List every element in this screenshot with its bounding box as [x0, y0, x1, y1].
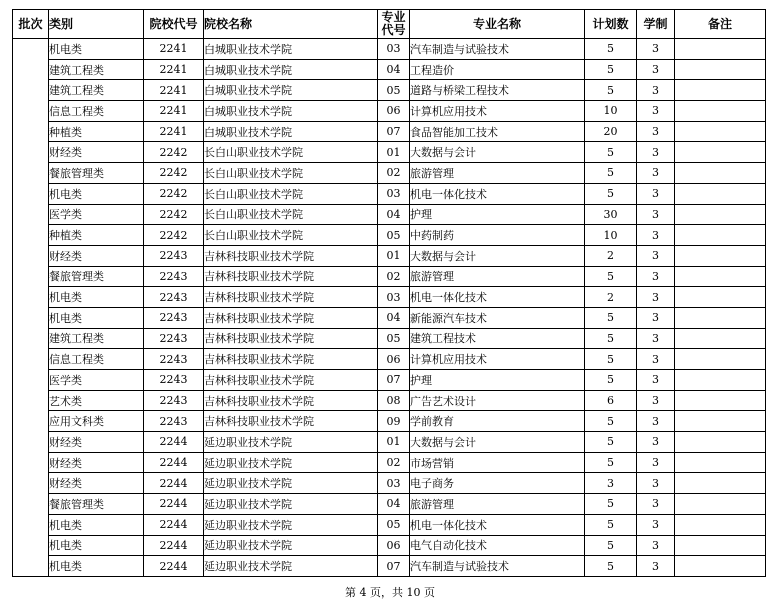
header-major-code	[378, 10, 410, 39]
header-row	[13, 10, 766, 39]
cell-school-name: 延边职业技术学院	[204, 473, 378, 494]
cell-school-name: 吉林科技职业技术学院	[204, 349, 378, 370]
cell-major-name: 旅游管理	[410, 163, 585, 184]
cell-plan: 3	[585, 473, 637, 494]
cell-note	[675, 370, 766, 391]
cell-school-code: 2244	[144, 494, 204, 515]
cell-plan: 5	[585, 514, 637, 535]
cell-school-name: 吉林科技职业技术学院	[204, 390, 378, 411]
cell-category: 财经类	[49, 432, 144, 453]
cell-years: 3	[637, 101, 675, 122]
cell-school-code: 2243	[144, 287, 204, 308]
cell-major-code: 02	[378, 452, 410, 473]
table-row	[13, 514, 766, 535]
cell-note	[675, 183, 766, 204]
cell-plan: 5	[585, 59, 637, 80]
cell-major-code: 03	[378, 39, 410, 60]
cell-major-name: 护理	[410, 204, 585, 225]
cell-school-name: 吉林科技职业技术学院	[204, 245, 378, 266]
cell-major-name: 食品智能加工技术	[410, 121, 585, 142]
cell-category: 建筑工程类	[49, 328, 144, 349]
table-row	[13, 163, 766, 184]
cell-category: 机电类	[49, 39, 144, 60]
cell-category: 信息工程类	[49, 101, 144, 122]
cell-school-code: 2244	[144, 535, 204, 556]
cell-major-code: 04	[378, 59, 410, 80]
cell-major-code: 06	[378, 101, 410, 122]
table-row	[13, 452, 766, 473]
cell-category: 艺术类	[49, 390, 144, 411]
cell-category: 机电类	[49, 307, 144, 328]
table-row	[13, 266, 766, 287]
cell-plan: 5	[585, 411, 637, 432]
cell-school-code: 2241	[144, 59, 204, 80]
cell-category: 建筑工程类	[49, 80, 144, 101]
cell-major-name: 道路与桥梁工程技术	[410, 80, 585, 101]
table-row	[13, 556, 766, 577]
cell-note	[675, 411, 766, 432]
cell-school-name: 长白山职业技术学院	[204, 225, 378, 246]
cell-note	[675, 432, 766, 453]
cell-note	[675, 163, 766, 184]
table-row	[13, 245, 766, 266]
cell-major-name: 机电一体化技术	[410, 514, 585, 535]
cell-major-code: 01	[378, 245, 410, 266]
cell-school-name: 延边职业技术学院	[204, 432, 378, 453]
cell-major-name: 旅游管理	[410, 494, 585, 515]
cell-category: 餐旅管理类	[49, 163, 144, 184]
cell-years: 3	[637, 142, 675, 163]
table-row	[13, 121, 766, 142]
header-major-name: 专业名称	[410, 10, 585, 39]
cell-school-name: 延边职业技术学院	[204, 494, 378, 515]
cell-note	[675, 556, 766, 577]
cell-major-name: 护理	[410, 370, 585, 391]
cell-category: 财经类	[49, 473, 144, 494]
cell-category: 财经类	[49, 142, 144, 163]
cell-school-name: 吉林科技职业技术学院	[204, 307, 378, 328]
cell-school-code: 2243	[144, 349, 204, 370]
cell-major-name: 机电一体化技术	[410, 183, 585, 204]
cell-years: 3	[637, 121, 675, 142]
cell-years: 3	[637, 473, 675, 494]
cell-school-name: 白城职业技术学院	[204, 39, 378, 60]
cell-major-code: 07	[378, 370, 410, 391]
cell-note	[675, 535, 766, 556]
cell-school-code: 2241	[144, 39, 204, 60]
table-row	[13, 39, 766, 60]
cell-category: 机电类	[49, 535, 144, 556]
cell-school-name: 长白山职业技术学院	[204, 142, 378, 163]
cell-school-code: 2241	[144, 101, 204, 122]
cell-note	[675, 514, 766, 535]
cell-school-code: 2242	[144, 163, 204, 184]
cell-category: 种植类	[49, 225, 144, 246]
table-row	[13, 370, 766, 391]
header-major-code-line2: 代号	[381, 23, 406, 37]
cell-major-name: 电气自动化技术	[410, 535, 585, 556]
cell-school-code: 2243	[144, 411, 204, 432]
cell-school-code: 2242	[144, 204, 204, 225]
cell-major-name: 学前教育	[410, 411, 585, 432]
table-row	[13, 307, 766, 328]
table-row	[13, 59, 766, 80]
cell-major-code: 05	[378, 80, 410, 101]
cell-school-name: 延边职业技术学院	[204, 514, 378, 535]
cell-years: 3	[637, 59, 675, 80]
cell-major-name: 建筑工程技术	[410, 328, 585, 349]
cell-years: 3	[637, 390, 675, 411]
cell-school-name: 延边职业技术学院	[204, 535, 378, 556]
cell-note	[675, 494, 766, 515]
header-school-name: 院校名称	[204, 10, 378, 39]
cell-category: 财经类	[49, 452, 144, 473]
cell-years: 3	[637, 245, 675, 266]
cell-major-code: 03	[378, 473, 410, 494]
cell-school-name: 长白山职业技术学院	[204, 183, 378, 204]
cell-major-name: 中药制药	[410, 225, 585, 246]
table-row	[13, 183, 766, 204]
cell-plan: 5	[585, 80, 637, 101]
header-major-code-line1: 专业	[381, 10, 406, 24]
cell-school-name: 长白山职业技术学院	[204, 204, 378, 225]
cell-category: 机电类	[49, 287, 144, 308]
cell-plan: 20	[585, 121, 637, 142]
cell-major-code: 05	[378, 225, 410, 246]
cell-plan: 5	[585, 432, 637, 453]
table-row	[13, 287, 766, 308]
admission-plan-table	[12, 9, 766, 577]
cell-school-name: 白城职业技术学院	[204, 121, 378, 142]
cell-school-name: 白城职业技术学院	[204, 80, 378, 101]
cell-plan: 5	[585, 556, 637, 577]
table-body	[13, 39, 766, 577]
cell-plan: 5	[585, 370, 637, 391]
cell-school-code: 2244	[144, 514, 204, 535]
cell-years: 3	[637, 514, 675, 535]
cell-major-code: 02	[378, 163, 410, 184]
cell-years: 3	[637, 287, 675, 308]
cell-plan: 5	[585, 494, 637, 515]
cell-note	[675, 266, 766, 287]
table-row	[13, 411, 766, 432]
cell-plan: 5	[585, 349, 637, 370]
cell-category: 餐旅管理类	[49, 494, 144, 515]
cell-category: 机电类	[49, 183, 144, 204]
header-years: 学制	[637, 10, 675, 39]
cell-school-name: 延边职业技术学院	[204, 556, 378, 577]
cell-major-code: 07	[378, 556, 410, 577]
cell-major-code: 01	[378, 142, 410, 163]
header-category: 类别	[49, 10, 144, 39]
table-row	[13, 204, 766, 225]
cell-major-name: 旅游管理	[410, 266, 585, 287]
cell-note	[675, 121, 766, 142]
cell-years: 3	[637, 204, 675, 225]
cell-note	[675, 307, 766, 328]
cell-school-code: 2244	[144, 556, 204, 577]
table-row	[13, 432, 766, 453]
cell-major-code: 08	[378, 390, 410, 411]
table-row	[13, 328, 766, 349]
cell-years: 3	[637, 452, 675, 473]
header-school-code: 院校代号	[144, 10, 204, 39]
cell-school-code: 2242	[144, 142, 204, 163]
cell-major-name: 电子商务	[410, 473, 585, 494]
table-row	[13, 390, 766, 411]
cell-major-name: 计算机应用技术	[410, 101, 585, 122]
cell-major-code: 05	[378, 328, 410, 349]
cell-major-code: 06	[378, 535, 410, 556]
cell-school-code: 2242	[144, 183, 204, 204]
header-note: 备注	[675, 10, 766, 39]
cell-category: 医学类	[49, 370, 144, 391]
cell-note	[675, 39, 766, 60]
cell-category: 机电类	[49, 556, 144, 577]
cell-note	[675, 245, 766, 266]
cell-note	[675, 80, 766, 101]
cell-major-name: 新能源汽车技术	[410, 307, 585, 328]
cell-school-name: 吉林科技职业技术学院	[204, 328, 378, 349]
cell-school-name: 白城职业技术学院	[204, 59, 378, 80]
cell-school-code: 2242	[144, 225, 204, 246]
cell-years: 3	[637, 307, 675, 328]
cell-major-code: 04	[378, 204, 410, 225]
cell-major-name: 汽车制造与试验技术	[410, 556, 585, 577]
cell-years: 3	[637, 183, 675, 204]
table-row	[13, 494, 766, 515]
table-row	[13, 349, 766, 370]
table-row	[13, 535, 766, 556]
cell-years: 3	[637, 556, 675, 577]
cell-major-name: 大数据与会计	[410, 142, 585, 163]
cell-plan: 5	[585, 163, 637, 184]
cell-category: 财经类	[49, 245, 144, 266]
cell-school-name: 吉林科技职业技术学院	[204, 411, 378, 432]
table-row	[13, 80, 766, 101]
cell-category: 机电类	[49, 514, 144, 535]
cell-batch	[13, 39, 49, 577]
cell-plan: 5	[585, 535, 637, 556]
page-footer: 第 4 页，共 10 页	[345, 586, 435, 599]
cell-plan: 6	[585, 390, 637, 411]
cell-category: 种植类	[49, 121, 144, 142]
cell-years: 3	[637, 163, 675, 184]
table-row	[13, 225, 766, 246]
cell-major-name: 汽车制造与试验技术	[410, 39, 585, 60]
cell-major-code: 04	[378, 494, 410, 515]
header-plan: 计划数	[585, 10, 637, 39]
cell-school-code: 2243	[144, 245, 204, 266]
cell-major-code: 07	[378, 121, 410, 142]
header-batch: 批次	[13, 10, 49, 39]
cell-school-code: 2243	[144, 370, 204, 391]
cell-major-code: 03	[378, 287, 410, 308]
cell-school-code: 2243	[144, 390, 204, 411]
cell-plan: 5	[585, 452, 637, 473]
table-row	[13, 142, 766, 163]
cell-major-name: 市场营销	[410, 452, 585, 473]
cell-note	[675, 204, 766, 225]
cell-school-name: 白城职业技术学院	[204, 101, 378, 122]
cell-years: 3	[637, 266, 675, 287]
cell-school-code: 2244	[144, 473, 204, 494]
cell-note	[675, 101, 766, 122]
cell-plan: 10	[585, 101, 637, 122]
cell-note	[675, 142, 766, 163]
cell-plan: 2	[585, 287, 637, 308]
cell-major-code: 02	[378, 266, 410, 287]
cell-category: 应用文科类	[49, 411, 144, 432]
cell-major-name: 计算机应用技术	[410, 349, 585, 370]
cell-plan: 30	[585, 204, 637, 225]
cell-school-name: 延边职业技术学院	[204, 452, 378, 473]
cell-plan: 5	[585, 266, 637, 287]
cell-years: 3	[637, 370, 675, 391]
cell-school-code: 2243	[144, 328, 204, 349]
cell-school-name: 长白山职业技术学院	[204, 163, 378, 184]
cell-major-code: 09	[378, 411, 410, 432]
cell-plan: 5	[585, 142, 637, 163]
cell-major-name: 大数据与会计	[410, 432, 585, 453]
cell-note	[675, 328, 766, 349]
cell-years: 3	[637, 535, 675, 556]
cell-school-name: 吉林科技职业技术学院	[204, 370, 378, 391]
cell-school-code: 2241	[144, 80, 204, 101]
cell-category: 餐旅管理类	[49, 266, 144, 287]
cell-school-code: 2241	[144, 121, 204, 142]
cell-years: 3	[637, 80, 675, 101]
cell-major-code: 04	[378, 307, 410, 328]
cell-years: 3	[637, 411, 675, 432]
cell-note	[675, 59, 766, 80]
cell-years: 3	[637, 39, 675, 60]
table-row	[13, 473, 766, 494]
cell-major-name: 机电一体化技术	[410, 287, 585, 308]
cell-note	[675, 349, 766, 370]
cell-school-code: 2243	[144, 307, 204, 328]
cell-plan: 2	[585, 245, 637, 266]
cell-category: 建筑工程类	[49, 59, 144, 80]
cell-note	[675, 390, 766, 411]
cell-plan: 5	[585, 183, 637, 204]
cell-major-code: 01	[378, 432, 410, 453]
cell-note	[675, 225, 766, 246]
cell-plan: 5	[585, 307, 637, 328]
cell-plan: 10	[585, 225, 637, 246]
cell-major-name: 工程造价	[410, 59, 585, 80]
cell-school-code: 2243	[144, 266, 204, 287]
cell-plan: 5	[585, 39, 637, 60]
cell-note	[675, 287, 766, 308]
cell-plan: 5	[585, 328, 637, 349]
cell-category: 信息工程类	[49, 349, 144, 370]
cell-major-name: 大数据与会计	[410, 245, 585, 266]
cell-years: 3	[637, 328, 675, 349]
cell-school-name: 吉林科技职业技术学院	[204, 287, 378, 308]
cell-major-name: 广告艺术设计	[410, 390, 585, 411]
cell-school-code: 2244	[144, 432, 204, 453]
cell-years: 3	[637, 349, 675, 370]
cell-note	[675, 473, 766, 494]
cell-school-name: 吉林科技职业技术学院	[204, 266, 378, 287]
cell-years: 3	[637, 225, 675, 246]
cell-school-code: 2244	[144, 452, 204, 473]
cell-note	[675, 452, 766, 473]
cell-major-code: 05	[378, 514, 410, 535]
cell-years: 3	[637, 432, 675, 453]
cell-category: 医学类	[49, 204, 144, 225]
cell-major-code: 03	[378, 183, 410, 204]
table-row	[13, 101, 766, 122]
cell-years: 3	[637, 494, 675, 515]
cell-major-code: 06	[378, 349, 410, 370]
